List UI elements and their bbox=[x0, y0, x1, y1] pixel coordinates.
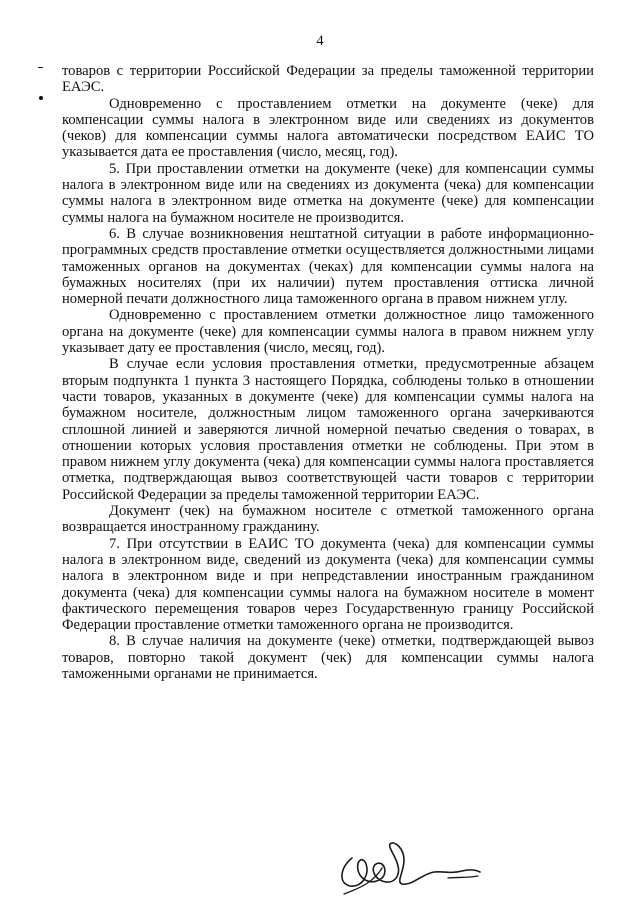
paragraph-date-electronic: Одновременно с проставлением отметки на документе (чеке) для компенсации суммы налога в электронном виде или сведениях из документов (чеков) для компенсации суммы налога автоматически посредством ЕАИС ТО указывается дата ее проставления (число, месяц, год). bbox=[62, 95, 594, 161]
paragraph-continuation: товаров с территории Российской Федерации за пределы таможенной территории ЕАЭС. bbox=[62, 63, 594, 96]
margin-dot-mark bbox=[39, 96, 43, 100]
paragraph-partial-goods: В случае если условия проставления отметки, предусмотренные абзацем вторым подпункта 1 пункта 3 настоящего Порядка, соблюдены только в отношении части товаров, указанных в документе (чеке) для компенсации суммы налога на бумажном носителе, должностным лицом таможенного органа зачеркиваются сплошной линией и заверяются личной номерной печатью сведения о товарах, в отношении которых условия проставления отметки не соблюдены. При этом в правом нижнем углу документа (чека) для компенсации суммы налога проставляется отметка, подтверждающая вывоз соответствующей части товаров с территории Российской Федерации за пределы таможенной территории ЕАЭС. bbox=[62, 356, 594, 503]
handwritten-signature bbox=[330, 838, 490, 898]
document-body bbox=[62, 63, 594, 682]
paragraph-item-5: 5. При проставлении отметки на документе (чеке) для компенсации суммы налога в электронном виде или на сведениях из документа (чека) для компенсации суммы налога в электронном виде отметка на документе (чеке) для компенсации суммы налога на бумажном носителе не производится. bbox=[62, 160, 594, 226]
paragraph-item-6: 6. В случае возникновения нештатной ситуации в работе информационно-программных средств проставление отметки осуществляется должностными лицами таможенных органов на документах (чеках) для компенсации суммы налога на бумажных носителях (при их наличии) путем проставления оттиска личной номерной печати должностного лица таможенного органа в правом нижнем углу. bbox=[62, 225, 594, 308]
page-number: 4 bbox=[316, 33, 324, 49]
paragraph-date-official: Одновременно с проставлением отметки должностное лицо таможенного органа на документе (чеке) для компенсации суммы налога в правом нижнем углу указывает дату ее проставления (число, месяц, год). bbox=[62, 307, 594, 357]
paragraph-item-7: 7. При отсутствии в ЕАИС ТО документа (чека) для компенсации суммы налога в электронном виде, сведений из документа (чека) для компенсации суммы налога в электронном виде и при непредставлении иностранным гражданином документа (чека) для компенсации суммы налога на бумажном носителе в момент фактического перемещения товаров через Государственную границу Российской Федерации проставление отметки таможенного органа не производится. bbox=[62, 535, 594, 634]
paragraph-document-return: Документ (чек) на бумажном носителе с отметкой таможенного органа возвращается иностранному гражданину. bbox=[62, 503, 594, 536]
paragraph-item-8: 8. В случае наличия на документе (чеке) отметки, подтверждающей вывоз товаров, повторно такой документ (чек) для компенсации суммы налога таможенными органами не принимается. bbox=[62, 633, 594, 682]
margin-dash-mark bbox=[38, 67, 43, 68]
